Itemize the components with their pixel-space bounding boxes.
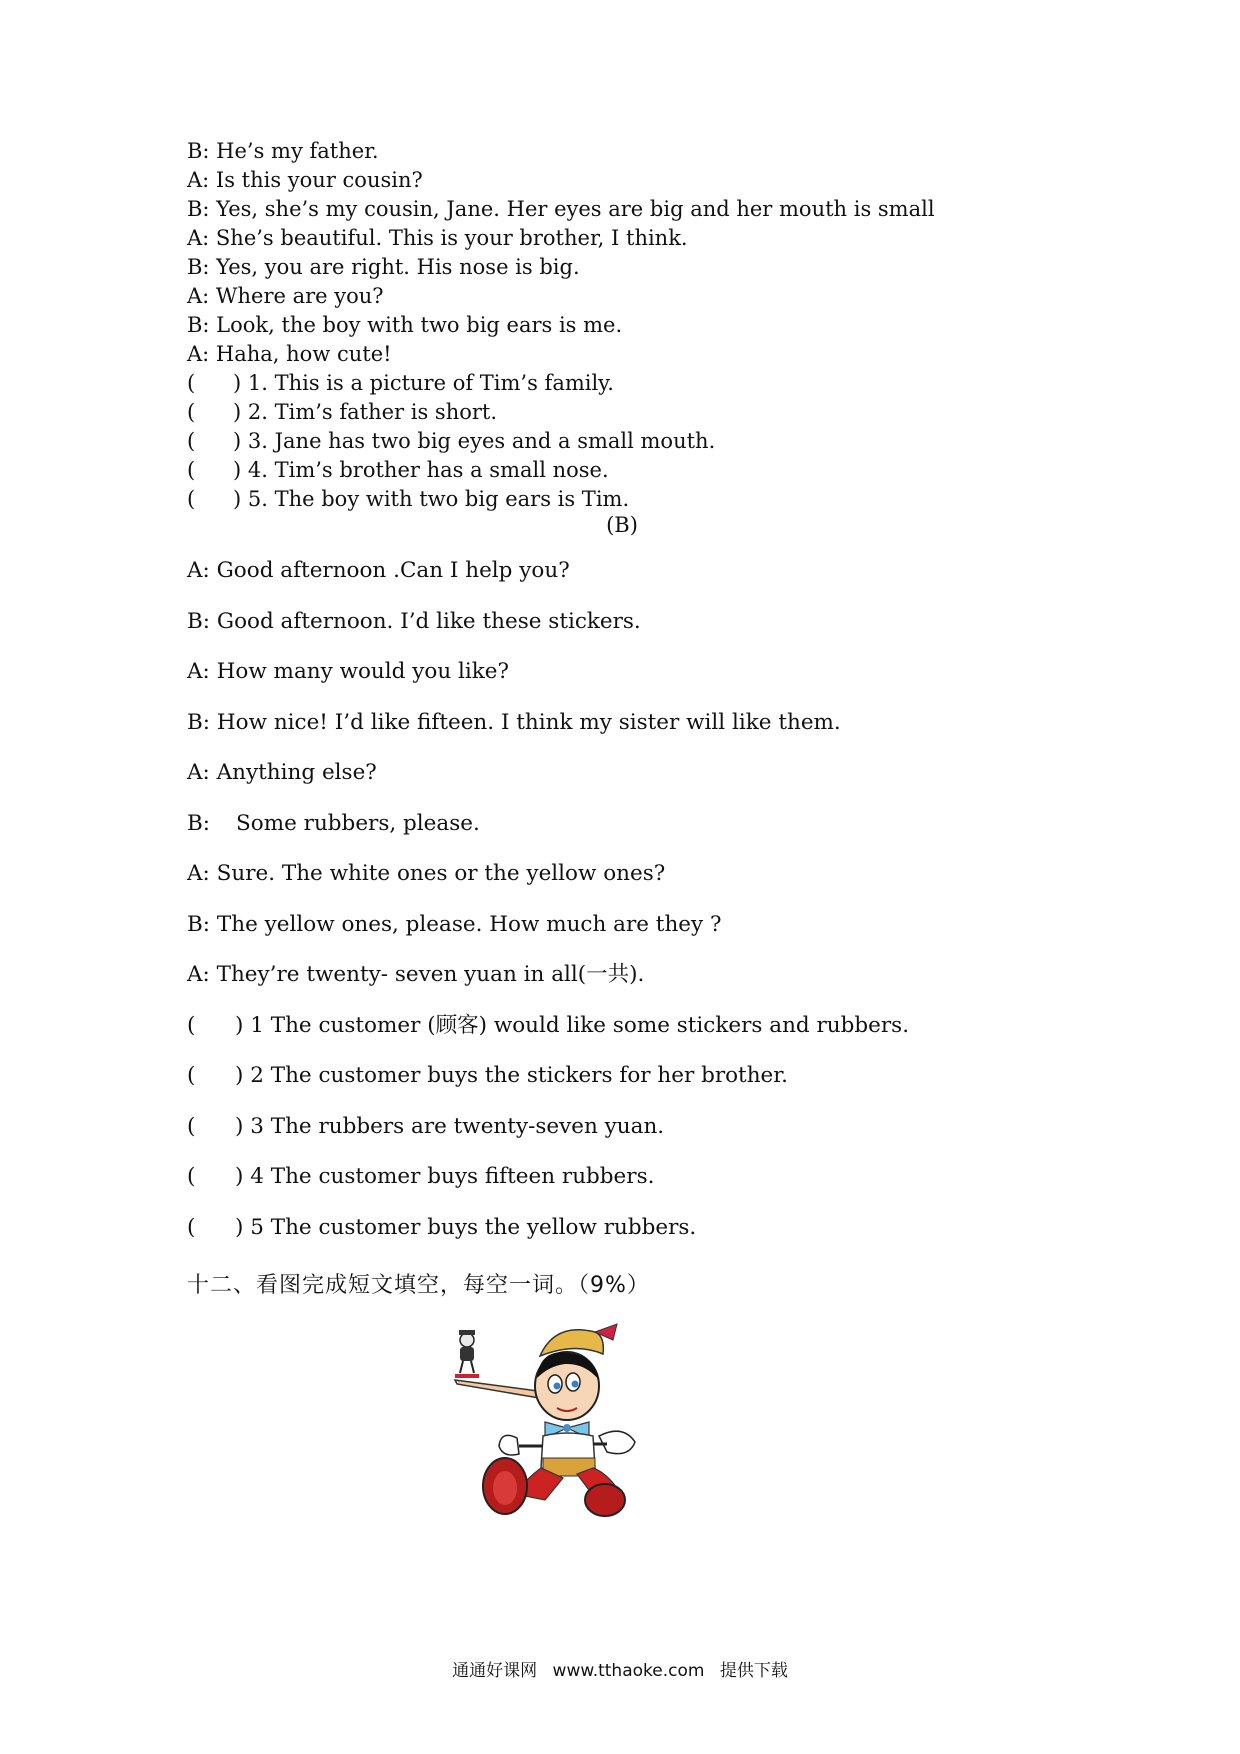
- answer-blank[interactable]: (: [187, 1214, 196, 1240]
- dialogue-line: B: He’s my father.: [187, 139, 379, 163]
- footer-site-name: 通通好课网: [452, 1661, 538, 1681]
- section-a: [187, 137, 1087, 514]
- page-footer: [0, 1656, 1240, 1681]
- dialogue-line: B: Good afternoon. I’d like these stickers.: [187, 608, 641, 634]
- question-text: 2. Tim’s father is short.: [247, 400, 498, 424]
- answer-blank[interactable]: (: [187, 1113, 196, 1139]
- footer-suffix: 提供下载: [719, 1661, 788, 1681]
- dialogue-line: A: Good afternoon .Can I help you?: [187, 558, 570, 583]
- question-item: ( ) 1 The customer (顾客) would like some stickers and rubbers.: [187, 1011, 1087, 1062]
- question-item: ( ) 3 The rubbers are twenty-seven yuan.: [187, 1112, 1087, 1163]
- question-item: ( ) 1. This is a picture of Tim’s family.: [187, 369, 1087, 398]
- section-12-title: 十二、看图完成短文填空，每空一词。（9%）: [187, 1273, 650, 1298]
- dialogue-line: A: Haha, how cute!: [187, 342, 392, 366]
- dialogue-line: B: The yellow ones, please. How much are they ?: [187, 911, 722, 937]
- answer-blank[interactable]: (: [187, 400, 196, 424]
- question-text: 3. Jane has two big eyes and a small mouth.: [247, 429, 716, 453]
- dialogue-line: B: Some rubbers, please.: [187, 810, 480, 836]
- question-item: ( ) 3. Jane has two big eyes and a small mouth.: [187, 427, 1087, 456]
- footer-url[interactable]: www.tthaoke.com: [552, 1661, 705, 1681]
- answer-blank[interactable]: (: [187, 429, 196, 453]
- question-item: ( ) 4 The customer buys fifteen rubbers.: [187, 1162, 1087, 1213]
- question-item: ( ) 2. Tim’s father is short.: [187, 398, 1087, 427]
- dialogue-line: A: Is this your cousin?: [187, 168, 423, 192]
- dialogue-line: A: How many would you like?: [187, 659, 510, 684]
- question-text: 3 The rubbers are twenty-seven yuan.: [250, 1113, 665, 1139]
- question-text: 5. The boy with two big ears is Tim.: [247, 487, 630, 511]
- true-false-questions-a: [187, 369, 1087, 514]
- dialogue-line: B: How nice! I’d like fifteen. I think my sister will like them.: [187, 709, 841, 735]
- section-b-heading: (B): [606, 513, 638, 537]
- answer-blank[interactable]: (: [187, 458, 196, 482]
- question-text: 4. Tim’s brother has a small nose.: [247, 458, 609, 482]
- dialogue-line: A: Anything else?: [187, 760, 377, 785]
- question-item: ( ) 5. The boy with two big ears is Tim.: [187, 485, 1087, 514]
- dialogue-line: B: Yes, you are right. His nose is big.: [187, 255, 580, 279]
- question-text: 5 The customer buys the yellow rubbers.: [250, 1214, 697, 1240]
- answer-blank[interactable]: (: [187, 1164, 196, 1189]
- question-item: ( ) 2 The customer buys the stickers for her brother.: [187, 1061, 1087, 1112]
- dialogue-line: A: Where are you?: [187, 284, 384, 308]
- question-text: 1. This is a picture of Tim’s family.: [247, 371, 614, 395]
- dialogue-line: B: Yes, she’s my cousin, Jane. Her eyes are big and her mouth is small: [187, 197, 935, 221]
- answer-blank[interactable]: (: [187, 371, 196, 395]
- question-item: ( ) 5 The customer buys the yellow rubbers.: [187, 1213, 1087, 1264]
- question-text: 1 The customer (顾客) would like some stickers and rubbers.: [250, 1012, 910, 1038]
- question-text: 4 The customer buys fifteen rubbers.: [250, 1164, 655, 1189]
- question-text: 2 The customer buys the stickers for her brother.: [250, 1063, 789, 1088]
- dialogue-line: B: Look, the boy with two big ears is me.: [187, 313, 623, 337]
- question-item: ( ) 4. Tim’s brother has a small nose.: [187, 456, 1087, 485]
- dialogue-line: A: She’s beautiful. This is your brother, I think.: [187, 226, 688, 250]
- answer-blank[interactable]: (: [187, 487, 196, 511]
- pinocchio-illustration: [445, 1318, 655, 1518]
- answer-blank[interactable]: (: [187, 1063, 196, 1088]
- dialogue-line: A: They’re twenty- seven yuan in all(一共).: [187, 962, 645, 987]
- answer-blank[interactable]: (: [187, 1012, 196, 1038]
- dialogue-line: A: Sure. The white ones or the yellow ones?: [187, 861, 666, 886]
- section-b: [187, 556, 1087, 1263]
